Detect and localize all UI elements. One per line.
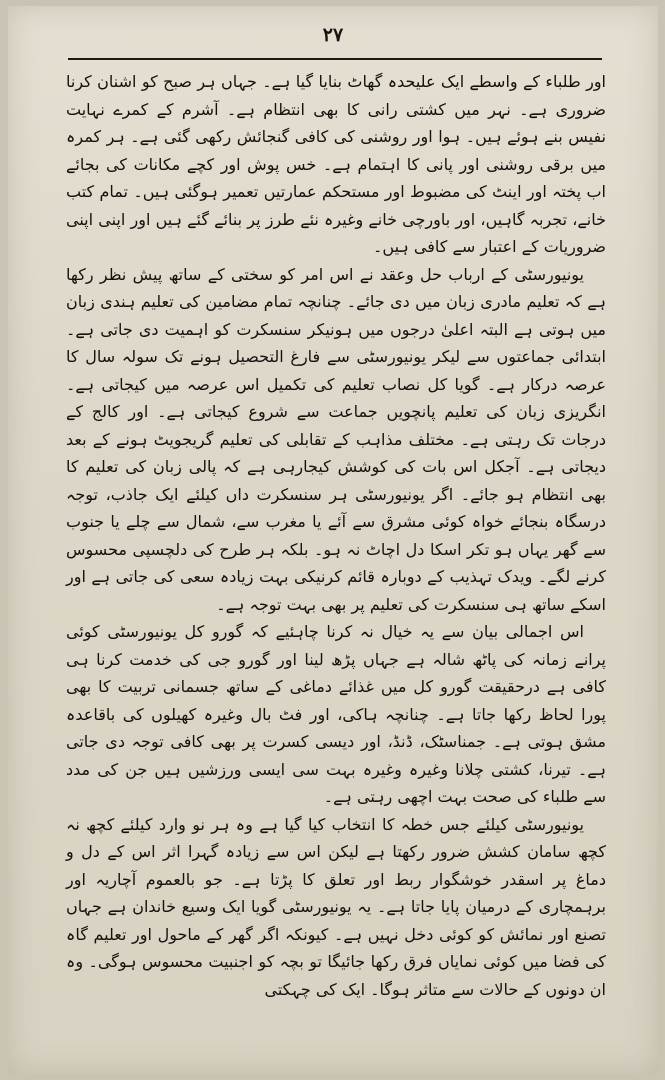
body-text — [66, 68, 606, 1054]
paragraph-2: یونیورسٹی کے ارباب حل وعقد نے اس امر کو سختی کے ساتھ پیش نظر رکھا ہے کہ تعلیم مادری زبان میں دی جائے۔ چنانچہ تمام مضامین کی تعلیم ہندی زبان میں ہوتی ہے البتہ اعلیٰ درجوں میں ہونیکر سنسکرت کو اہمیت دی جاتی ہے۔ ابتدائی جماعتوں سے لیکر یونیورسٹی سے فارغ التحصیل ہونے تک سولہ سال کا عرصہ درکار ہے۔ گویا کل نصاب تعلیم کی تکمیل اس عرصہ میں کیجاتی ہے۔ انگریزی زبان کی تعلیم پانچویں جماعت سے شروع کیجاتی ہے۔ اور کالج کے درجات تک رہتی ہے۔ مختلف مذاہب کے تقابلی کی تعلیم گریجویٹ ہونے کے بعد دیجاتی ہے۔ آجکل اس بات کی کوشش کیجارہی ہے کہ پالی زبان کی تعلیم کا بھی انتظام ہو جائے۔ اگر یونیورسٹی ہر سنسکرت داں کیلئے ایک جاذب، توجہ درسگاہ بنجائے خواہ کوئی مشرق سے آئے یا مغرب سے، شمال سے چلے یا جنوب سے گھر یہاں ہو تکر اسکا دل اچاٹ نہ ہو۔ بلکہ ہر طرح کی دلچسپی محسوس کرنے لگے۔ ویدک تہذیب کے دوبارہ قائم کرنیکی بہت زیادہ سعی کی جاتی ہے اور اسکے ساتھ ہی سنسکرت کی تعلیم پر بھی بہت توجہ ہے۔ — [66, 264, 606, 614]
paragraph-3: اس اجمالی بیان سے یہ خیال نہ کرنا چاہئیے کہ گورو کل یونیورسٹی کوئی پرانے زمانہ کی پاٹھ شالہ ہے جہاں پڑھ لینا اور گورو جی کی خدمت کرنا ہی کافی ہے درحقیقت گورو کل میں غذائے دماغی کے ساتھ جسمانی تربیت کا بھی پورا لحاظ رکھا جاتا ہے۔ چنانچہ ہاکی، اور فٹ بال وغیرہ کھیلوں کی باقاعدہ مشق ہوتی ہے۔ جمناسٹک، ڈنڈ، اور دیسی کسرت پر بھی کافی توجہ دی جاتی ہے۔ تیرنا، کشتی چلانا وغیرہ وغیرہ بہت سی ایسی ورزشیں ہیں جن کی مدد سے طلباء کی صحت بہت اچھی رہتی ہے۔ — [66, 622, 606, 806]
paragraph-4: یونیورسٹی کیلئے جس خطہ کا انتخاب کیا گیا ہے وہ ہر نو وارد کیلئے کچھ نہ کچھ سامان کشش ضرور رکھتا ہے لیکن اس سے زیادہ گہرا اثر اس کے دل و دماغ پر اسقدر خوشگوار ربط اور تعلق کا پڑتا ہے۔ جو بالعموم آچاریہ اور برہمچاری کے درمیان پایا جاتا ہے۔ یہ یونیورسٹی گویا ایک وسیع خاندان ہے جہاں تصنع اور نمائش کو کوئی دخل نہیں ہے۔ کیونکہ اگر گھر کے ماحول اور تعلیم گاہ کی فضا میں کوئی نمایاں فرق رکھا جائیگا تو بچہ کو اجنبیت محسوس ہوگی۔ وہ ان دونوں کے حالات سے متاثر ہوگا۔ ایک کی چہکتی — [66, 814, 606, 999]
paragraph-1: اور طلباء کے واسطے ایک علیحدہ گھاٹ بنایا گیا ہے۔ جہاں ہر صبح کو اشنان کرنا ضروری ہے۔ نہر میں کشتی رانی کا بھی انتظام ہے۔ آشرم کے کمرے نہایت نفیس بنے ہوئے ہیں۔ ہوا اور روشنی کی کافی گنجائش رکھی گئی ہے۔ ہر کمرہ میں برقی روشنی اور پانی کا اہتمام ہے۔ خس پوش اور کچے مکانات کی بجائے اب پختہ اور اینٹ کی مضبوط اور مستحکم عمارتیں تعمیر ہوگئی ہیں۔ تمام کتب خانے، تجربہ گاہیں، اور باورچی خانے وغیرہ نئے طرز پر بنائے گئے ہیں اور اپنی اپنی ضروریات کے اعتبار سے کافی ہیں۔ — [66, 72, 606, 256]
header-rule — [68, 58, 602, 60]
page-number: ۲۷ — [322, 24, 344, 46]
book-page — [8, 6, 658, 1074]
